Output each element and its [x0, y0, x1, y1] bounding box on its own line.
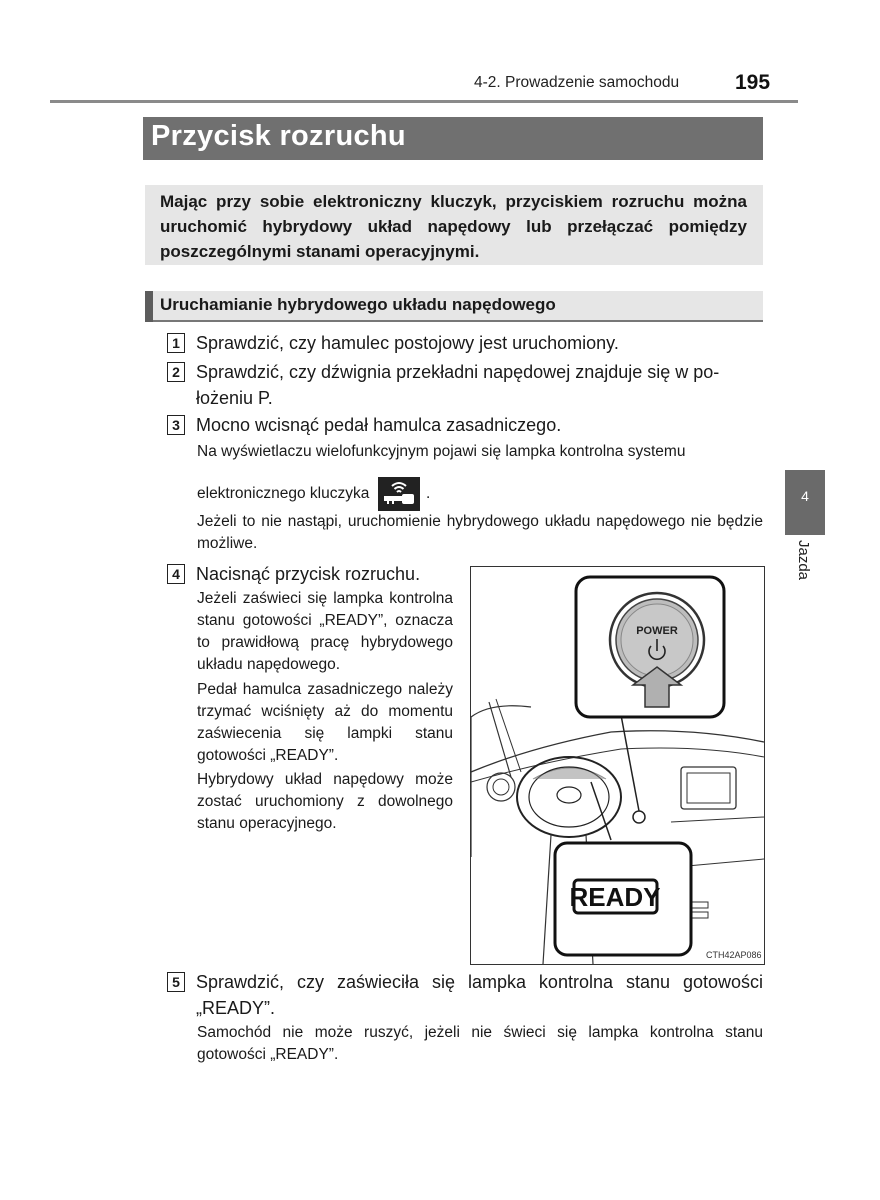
step-number: 1 [167, 333, 185, 353]
running-header-section: 4-2. Prowadzenie samochodu [474, 74, 680, 91]
power-button-label: POWER [636, 625, 678, 637]
subheading: Uruchamianie hybrydowego układu napędowego [160, 295, 556, 314]
step-text: Sprawdzić, czy hamulec postojowy jest uruchomiony. [196, 333, 619, 353]
chapter-label: Jazda [795, 540, 812, 581]
step-note: Hybrydowy układ napędowy może zostać uruchomiony z dowolnego stanu operacyjnego. [197, 771, 453, 832]
step-note: Jeżeli zaświeci się lampka kontrolna stanu gotowości „READY”, oznacza to prawidłową pracę hybrydowego układu napędowego. [197, 590, 453, 673]
step-note-text: elektronicznego kluczyka [197, 485, 370, 502]
step-number: 3 [167, 415, 185, 435]
step-note-period: . [425, 485, 431, 502]
ready-indicator-label: READY [569, 882, 661, 912]
step-note: Samochód nie może ruszyć, jeżeli nie świeci się lampka kontrolna stanu gotowości „READY”. [197, 1024, 763, 1063]
step-number: 5 [167, 972, 185, 992]
step-note: Na wyświetlaczu wielofunkcyjnym pojawi się lampka kontrolna systemu [197, 443, 686, 460]
step-text: Nacisnąć przycisk rozruchu. [196, 564, 421, 584]
step-note-line [197, 476, 430, 512]
chapter-number: 4 [801, 488, 809, 504]
subheading-accent [145, 291, 153, 322]
intro-text: Mając przy sobie elektroniczny kluczyk, przyciskiem rozruchu można uruchomić hybrydowy układ napędowy lub przełączać pomiędzy poszczególnymi stanami operacyjnymi. [160, 192, 747, 261]
step-text: Sprawdzić, czy zaświeciła się lampka kontrolna stanu gotowości „READY”. [196, 972, 763, 1018]
step-text: Sprawdzić, czy dźwignia przekładni napędowej znajduje się w po- [196, 362, 720, 382]
figure-caption: CTH42AP086 [706, 950, 762, 960]
step-number: 4 [167, 564, 185, 584]
step-text: Mocno wcisnąć pedał hamulca zasadniczego. [196, 415, 562, 435]
step-number: 2 [167, 362, 185, 382]
smart-key-icon [378, 477, 420, 511]
header-rule [50, 100, 798, 103]
page-title: Przycisk rozruchu [151, 120, 406, 152]
figure-power-button [470, 566, 765, 965]
page-number: 195 [735, 71, 771, 94]
step-text-continued: łożeniu P. [196, 388, 273, 408]
step-note: Pedał hamulca zasadniczego należy trzymać wciśnięty aż do momentu zaświecenia się lampki stanu gotowości „READY”. [197, 681, 453, 764]
dashboard-illustration [471, 567, 764, 964]
step-note: Jeżeli to nie nastąpi, uruchomienie hybrydowego układu napędowego nie będzie możliwe. [197, 513, 763, 552]
